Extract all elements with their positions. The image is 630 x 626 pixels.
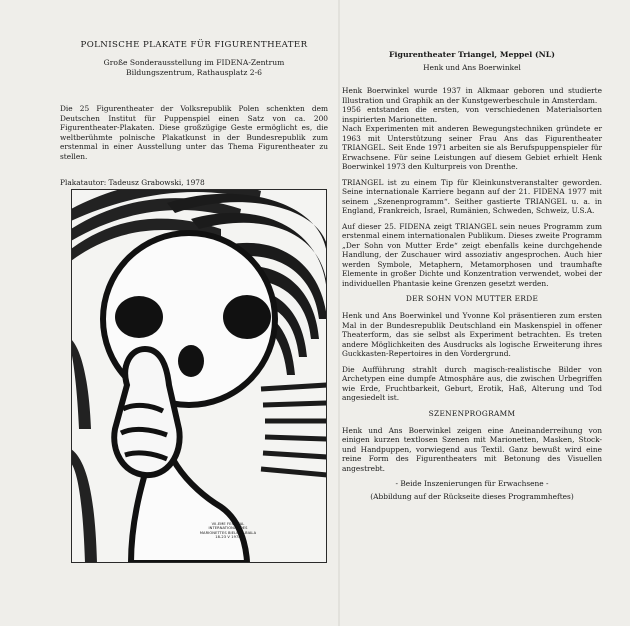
page-fold bbox=[338, 0, 340, 626]
subtitle-line-2: Bildungszentrum, Rathausplatz 2-6 bbox=[125, 68, 262, 77]
section-heading-szenen: SZENENPROGRAMM bbox=[428, 408, 516, 418]
sohn-paragraph-1: Henk und Ans Boerwinkel und Yvonne Kol präsentieren zum ersten Mal in der Bundesrepublik Deutschland ein Maskenspiel in offener Theaterform, das sie selbst als Experiment betrachten. Es treten andere Möglichkeiten des Ausdrucks als logische Erweiterung ihres Guckkasten-Repertoires in den Vordergrund. bbox=[342, 311, 602, 358]
left-subtitle bbox=[60, 58, 328, 78]
poster-image bbox=[71, 189, 327, 563]
poster-illustration bbox=[71, 189, 327, 563]
illustration-note: (Abbildung auf der Rückseite dieses Programmheftes) bbox=[370, 491, 574, 501]
sohn-paragraph-2: Die Aufführung strahlt durch magisch-realistische Bilder von Archetypen eine dumpfe Atmosphäre aus, die zwischen Urbegriffen wie Erde, Fruchtbarkeit, Geburt, Erotik, Haß, Alterung und Tod angesiedelt ist. bbox=[342, 364, 602, 402]
program-paragraph: Auf dieser 25. FIDENA zeigt TRIANGEL sein neues Programm zum erstenmal einem internationalen Publikum. Dieses zweite Programm „Der Sohn von Mutter Erde“ zeigt ebenfalls keine durchgehende Handlung, der Zuschauer wird assoziativ angesprochen. Auch hier werden Symbole, Metaphern, Metamorphosen und traumhafte Elemente in großer Dichte und Konzentration verwendet, wobei der individuellen Phantasie keine Grenzen gesetzt werden. bbox=[342, 221, 602, 288]
right-title: Figurentheater Triangel, Meppel (NL) bbox=[389, 50, 555, 59]
left-title: POLNISCHE PLAKATE FÜR FIGURENTHEATER bbox=[80, 40, 308, 50]
poster-caption: VII-EME FESTIVAL INTERNATIONAL DES MARIONETTES BIELSKO-BIALA 18-23 V 1978 bbox=[199, 522, 257, 540]
left-column bbox=[60, 40, 328, 78]
bio-paragraph-2: 1956 entstanden die ersten, von verschiedenen Materialsorten inspirierten Marionetten. bbox=[342, 105, 602, 124]
right-column bbox=[342, 50, 602, 507]
career-paragraph: TRIANGEL ist zu einem Tip für Kleinkunstveranstalter geworden. Seine internationale Karriere begann auf der 21. FIDENA 1977 mit seinem „Szenenprogramm“. Seither gastierte TRIANGEL u. a. in England, Frankreich, Israel, Rumänien, Schweden, Schweiz, U.S.A. bbox=[342, 177, 602, 215]
bio-paragraph-1: Henk Boerwinkel wurde 1937 in Alkmaar geboren und studierte Illustration und Graphik an der Kunstgewerbeschule in Amsterdam. bbox=[342, 86, 602, 105]
poster-author: Plakatautor: Tadeusz Grabowski, 1978 bbox=[60, 178, 205, 187]
subtitle-line-1: Große Sonderausstellung im FIDENA-Zentrum bbox=[103, 58, 285, 67]
szenen-paragraph: Henk und Ans Boerwinkel zeigen eine Aneinanderreihung von einigen kurzen textlosen Szenen mit Marionetten, Masken, Stock- und Handpuppen, vorwiegend aus Textil. Ganz bewußt wird eine reine Form des Figurentheaters mit Betonung des Visuellen angestrebt. bbox=[342, 425, 602, 473]
bio-paragraph-3: Nach Experimenten mit anderen Bewegungstechniken gründete er 1963 mit Unterstützung seiner Frau Ans das Figurentheater TRIANGEL. Seit Ende 1971 arbeiten sie als Berufspuppenspieler für Erwachsene. Für seine Leistungen auf diesem Gebiet erhielt Henk Boerwinkel 1973 den Kulturpreis von Drenthe. bbox=[342, 124, 602, 171]
intro-paragraph: Die 25 Figurentheater der Volksrepublik Polen schenkten dem Deutschen Institut für Puppenspiel einen Satz von ca. 200 Figurentheater-Plakaten. Diese großzügige Geste ermöglicht es, die weltberühmte polnische Plakatkunst in der Bundesrepublik zum erstenmal in einer Ausstellung unter das Thema Figurentheater zu stellen. bbox=[60, 104, 328, 161]
right-names: Henk und Ans Boerwinkel bbox=[423, 63, 521, 72]
audience-note: - Beide Inszenierungen für Erwachsene - bbox=[395, 479, 549, 488]
section-heading-sohn: DER SOHN VON MUTTER ERDE bbox=[405, 294, 539, 303]
